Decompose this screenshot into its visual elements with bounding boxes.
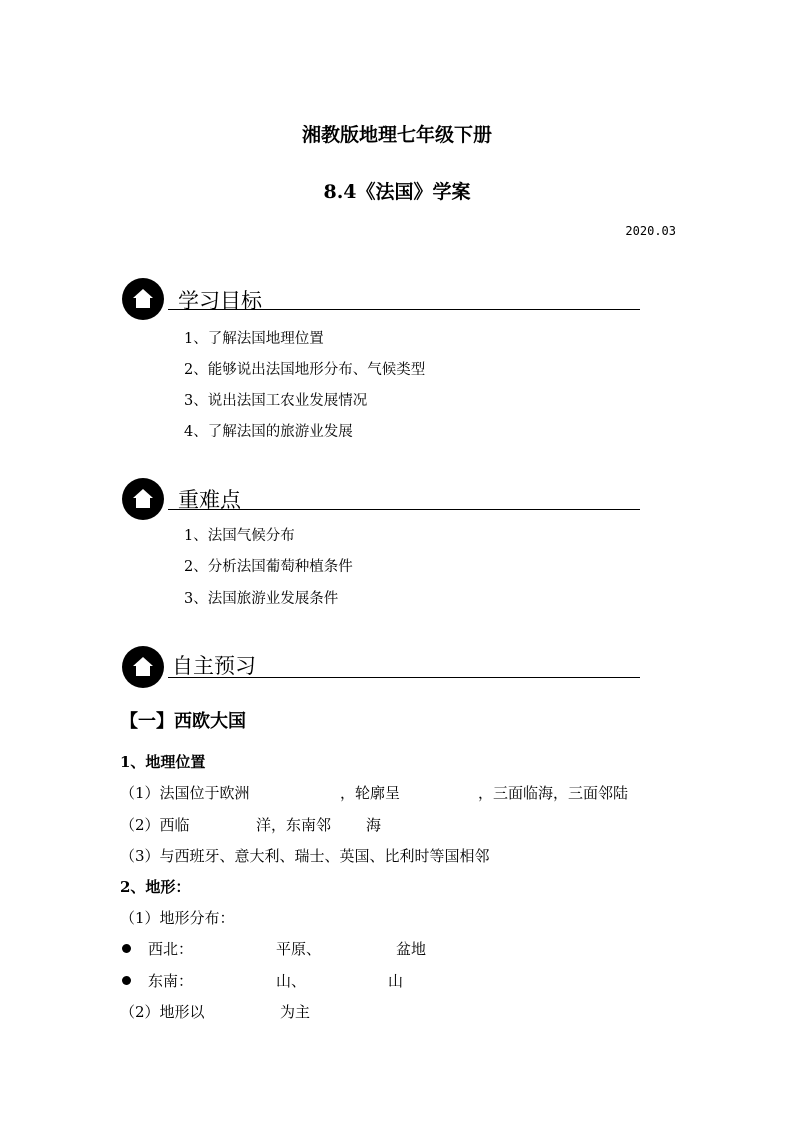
location-line-1-part-a: （1）法国位于欧洲 <box>120 784 250 802</box>
terrain-northwest-part-b: 平原、 <box>276 940 322 958</box>
location-line-3: （3）与西班牙、意大利、瑞士、英国、比利时等国相邻 <box>120 847 490 865</box>
terrain-southeast-part-c: 山 <box>388 972 404 990</box>
terrain-heading: 2、地形： <box>120 878 191 896</box>
location-line-1-part-c: ，三面临海，三面邻陆 <box>478 784 629 802</box>
goal-item: 4、了解法国的旅游业发展 <box>184 424 353 440</box>
home-icon <box>122 646 164 688</box>
key-point-item: 1、法国气候分布 <box>184 528 295 544</box>
terrain-distribution: （1）地形分布： <box>120 909 235 927</box>
terrain-southeast-label: 东南： <box>148 972 194 990</box>
bullet-icon <box>122 944 131 953</box>
location-heading: 1、地理位置 <box>120 753 206 771</box>
terrain-main-part-a: （2）地形以 <box>120 1003 205 1021</box>
location-line-2-part-b: 洋，东南邻 <box>256 816 332 834</box>
bullet-icon <box>122 976 131 985</box>
section-heading-key-points: 重难点 <box>178 488 241 512</box>
section-divider <box>168 309 640 310</box>
goal-item: 1、了解法国地理位置 <box>184 331 324 347</box>
document-title: 湘教版地理七年级下册 <box>301 124 492 146</box>
key-point-item: 3、法国旅游业发展条件 <box>184 591 339 607</box>
location-line-2-part-c: 海 <box>366 816 382 834</box>
document-subtitle: 8.4《法国》学案 <box>323 181 471 203</box>
terrain-northwest-label: 西北： <box>148 940 194 958</box>
location-line-2-part-a: （2）西临 <box>120 816 190 834</box>
section-heading-goals: 学习目标 <box>178 289 262 313</box>
terrain-southeast-part-b: 山、 <box>276 972 307 990</box>
home-icon <box>122 278 164 320</box>
terrain-northwest-part-c: 盆地 <box>396 940 427 958</box>
home-icon <box>122 478 164 520</box>
section-divider <box>168 677 640 678</box>
section-heading-preview: 自主预习 <box>172 654 256 678</box>
document-date: 2020.03 <box>625 224 676 238</box>
goal-item: 2、能够说出法国地形分布、气候类型 <box>184 362 426 378</box>
terrain-main-part-b: 为主 <box>280 1003 311 1021</box>
key-point-item: 2、分析法国葡萄种植条件 <box>184 559 353 575</box>
location-line-1-part-b: ，轮廓呈 <box>340 784 401 802</box>
part-heading: 【一】西欧大国 <box>120 711 246 732</box>
goal-item: 3、说出法国工农业发展情况 <box>184 393 368 409</box>
section-divider <box>168 509 640 510</box>
